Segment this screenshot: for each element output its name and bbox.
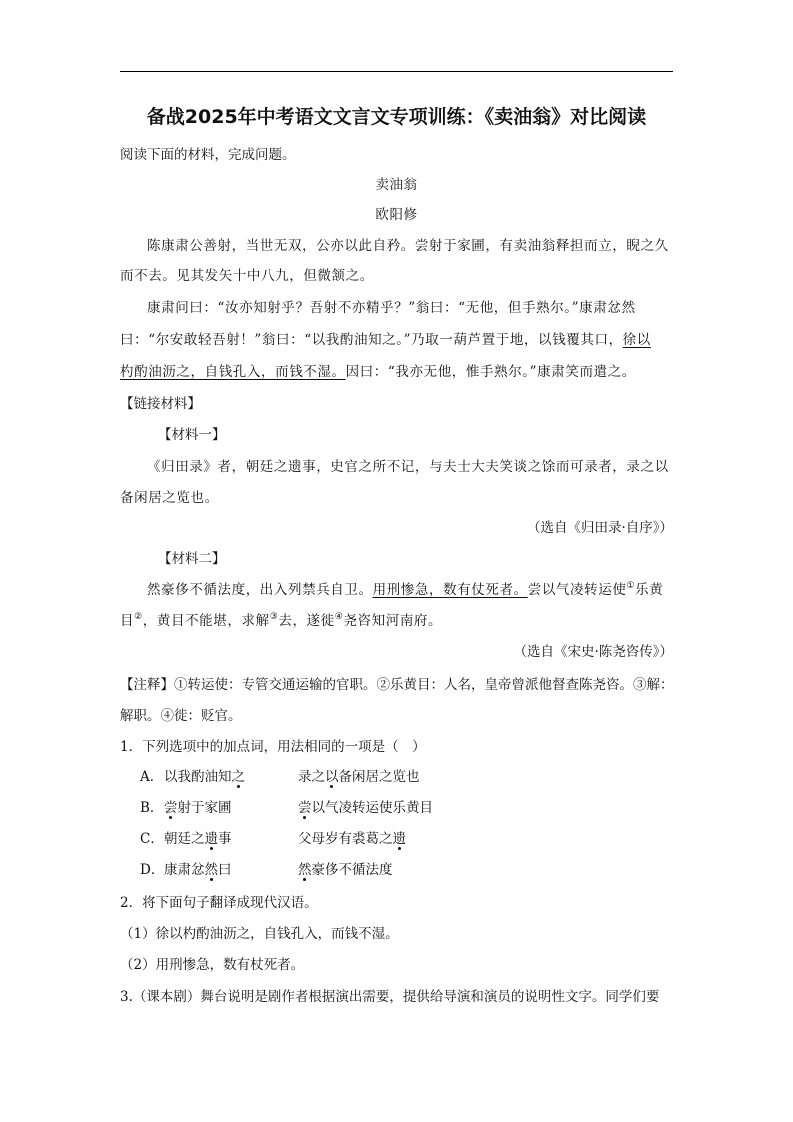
option-a-second — [298, 769, 420, 785]
dotted-word: 然 — [298, 862, 312, 878]
question-3-stem: 3.（课本剧）舞台说明是剧作者根据演出需要，提供给导演和演员的说明性文字。同学们要 — [120, 989, 660, 1005]
material2-line2-text-a: 目 — [120, 613, 135, 629]
passage-p2-line3 — [120, 362, 636, 382]
option-text: 豪侈不循法度 — [311, 862, 393, 878]
material2-line2 — [120, 611, 442, 631]
dotted-word: 之 — [231, 769, 245, 785]
option-c-second — [298, 831, 406, 847]
material2-line1 — [147, 580, 663, 600]
material1-header: 【材料一】 — [158, 427, 226, 443]
passage-p1-line2: 而不去。见其发矢十中八九，但微颔之。 — [120, 268, 374, 284]
option-d-second — [298, 862, 393, 878]
material1-source: （选自《归田录·自序》） — [526, 520, 673, 536]
option-text: 事 — [218, 831, 232, 847]
dotted-word: 尝 — [164, 800, 178, 816]
question-2-sentence-1: （1）徐以杓酌油沥之，自钱孔入，而钱不湿。 — [120, 926, 399, 942]
material2-line1-text: 然豪侈不循法度，出入列禁兵自卫。 — [147, 582, 373, 598]
underlined-sentence-material2: 用刑惨急，数有仗死者。 — [372, 582, 528, 598]
instruction: 阅读下面的材料，完成问题。 — [120, 147, 296, 163]
option-text: 以我酌油知 — [164, 769, 232, 785]
option-b-second — [298, 800, 433, 816]
q1-option-c — [140, 829, 406, 849]
option-text: 射于家圃 — [177, 800, 232, 816]
notes-text-1: ①转运使：专管交通运输的官职。②乐黄目：人名，皇帝曾派他督查陈尧咨。③解： — [174, 677, 674, 693]
option-b-first — [164, 798, 298, 818]
question-1-stem: 1．下列选项中的加点词，用法相同的一项是（ ） — [120, 739, 426, 755]
passage-title: 卖油翁 — [375, 177, 418, 193]
notes-label: 【注释】 — [120, 677, 174, 693]
dotted-word: 遗 — [392, 831, 406, 847]
dotted-word: 遗 — [204, 831, 218, 847]
notes-line2: 解职。④徙：贬官。 — [120, 708, 242, 724]
material2-line1-text-c: 乐黄 — [635, 582, 664, 598]
passage-p2-line2 — [120, 330, 651, 350]
option-text: 父母岁有裘葛之 — [298, 831, 393, 847]
underlined-sentence-part2: 杓酌油沥之，自钱孔入，而钱不湿。 — [120, 364, 346, 380]
material2-source: （选自《宋史·陈尧咨传》） — [513, 644, 673, 660]
material1-line2: 备闲居之览也。 — [120, 490, 219, 506]
option-c-first — [164, 829, 298, 849]
option-text: 以气凌转运使乐黄目 — [311, 800, 433, 816]
option-a-first — [164, 767, 298, 787]
option-text: 备闲居之览也 — [338, 769, 420, 785]
material2-line2-text-b: ，黄目不能堪，求解 — [142, 613, 270, 629]
passage-p2-line3-text: 因曰：“我亦无他，惟手熟尔。”康肃笑而遣之。 — [345, 364, 636, 380]
question-2-sentence-2: （2）用刑惨急，数有杖死者。 — [120, 957, 305, 973]
question-2-stem: 2．将下面句子翻译成现代汉语。 — [120, 895, 318, 911]
dotted-word: 尝 — [298, 800, 312, 816]
option-label: B． — [140, 800, 164, 816]
notes-line1 — [120, 675, 674, 695]
option-text: 录之 — [298, 769, 325, 785]
material2-line2-text-c: 去，遂徙 — [278, 613, 335, 629]
link-materials-header: 【链接材料】 — [120, 396, 201, 412]
passage-p2-line2-text: 曰：“尔安敢轻吾射！”翁曰：“以我酌油知之。”乃取一葫芦置于地，以钱覆其口， — [120, 332, 623, 348]
q1-option-b — [140, 798, 433, 818]
passage-p2-line1: 康肃问曰：“汝亦知射乎？吾射不亦精乎？”翁曰：“无他，但手熟尔。”康肃忿然 — [147, 300, 636, 316]
passage-p1-line1: 陈康肃公善射，当世无双，公亦以此自矜。尝射于家圃，有卖油翁释担而立，睨之久 — [147, 238, 669, 254]
option-label: C． — [140, 831, 164, 847]
option-text: 朝廷之 — [164, 831, 205, 847]
option-label: A． — [140, 769, 164, 785]
header-rule — [120, 71, 673, 72]
underlined-sentence-part1: 徐以 — [622, 332, 651, 348]
footnote-marker-3: ③ — [269, 612, 279, 622]
option-label: D． — [140, 862, 165, 878]
option-text: 康肃忿 — [164, 862, 205, 878]
q1-option-d — [140, 860, 393, 880]
material1-line1: 《归田录》者，朝廷之遗事，史官之所不记，与夫士大夫笑谈之馀而可录者，录之以 — [147, 459, 669, 475]
page-title: 备战2025年中考语文文言文专项训练：《卖油翁》对比阅读 — [146, 106, 647, 128]
option-text: 曰 — [218, 862, 232, 878]
option-d-first — [164, 860, 298, 880]
q1-option-a — [140, 767, 420, 787]
footnote-marker-4: ④ — [334, 612, 344, 622]
material2-header: 【材料二】 — [158, 551, 226, 567]
footnote-marker-2: ② — [134, 612, 143, 622]
dotted-word: 以 — [325, 769, 339, 785]
material2-line2-text-d: 尧咨知河南府。 — [343, 613, 443, 629]
material2-line1-text-b: 尝以气凌转运使 — [527, 582, 627, 598]
passage-author: 欧阳修 — [375, 207, 418, 223]
dotted-word: 然 — [204, 862, 218, 878]
footnote-marker-1: ① — [626, 581, 636, 591]
